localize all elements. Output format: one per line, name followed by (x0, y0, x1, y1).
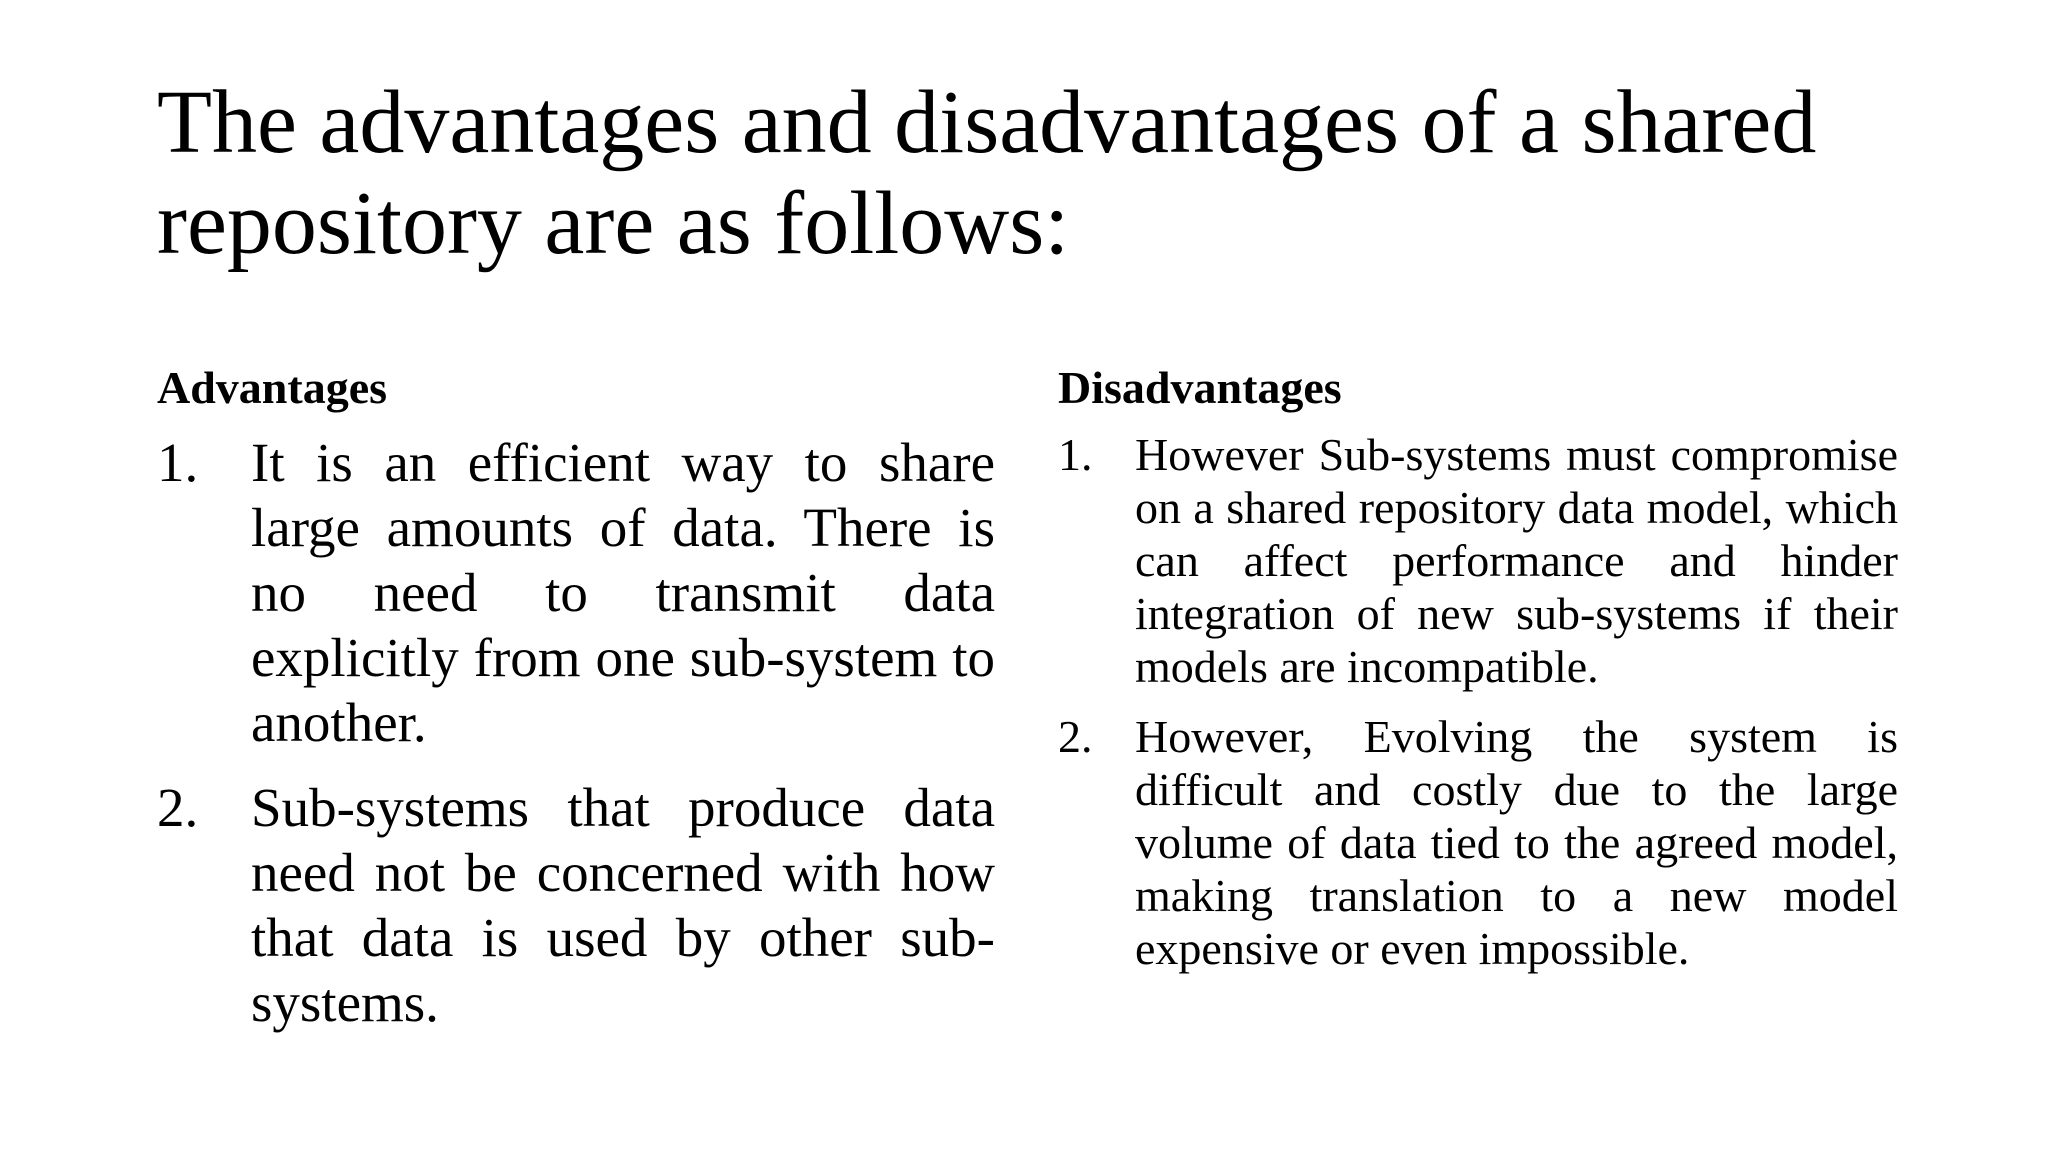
disadvantages-list (1058, 428, 1898, 975)
advantages-heading: Advantages (157, 362, 388, 413)
list-number: 1. (1058, 429, 1093, 480)
list-number: 2. (157, 777, 199, 838)
disadvantages-column (1058, 358, 1898, 975)
disadvantage-item (1058, 710, 1898, 975)
list-number: 1. (157, 432, 199, 493)
list-item-text: Sub-systems that produce data need not be concerned with how that data is used by other sub-systems. (251, 777, 995, 1033)
advantages-column (157, 358, 995, 1035)
disadvantage-item (1058, 428, 1898, 693)
slide-title: The advantages and disadvantages of a shared repository are as follows: (157, 73, 1817, 273)
advantage-item (157, 430, 995, 755)
advantage-item (157, 775, 995, 1035)
disadvantages-heading: Disadvantages (1058, 362, 1342, 413)
list-number: 2. (1058, 711, 1093, 762)
list-item-text: It is an efficient way to share large amounts of data. There is no need to transmit data explicitly from one sub-system to another. (251, 432, 995, 753)
advantages-list (157, 430, 995, 1035)
list-item-text: However, Evolving the system is difficult and costly due to the large volume of data tied to the agreed model, making translation to a new model expensive or even impossible. (1135, 711, 1898, 974)
list-item-text: However Sub-systems must compromise on a shared repository data model, which can affect performance and hinder integration of new sub-systems if their models are incompatible. (1135, 429, 1898, 692)
